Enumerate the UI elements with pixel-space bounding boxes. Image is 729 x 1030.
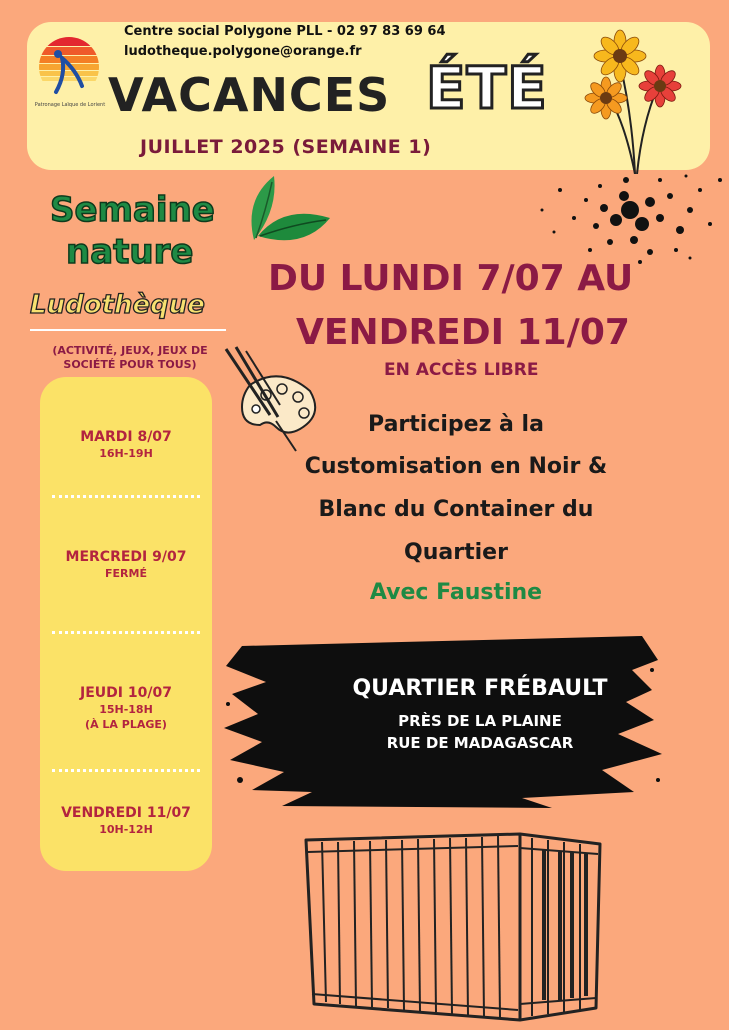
schedule-item (40, 685, 212, 731)
logo-caption: Patronage Laïque de Lorient (34, 102, 106, 108)
shipping-container-icon (300, 828, 620, 1023)
date-range-line-1: DU LUNDI 7/07 AU (268, 258, 634, 299)
ludotheque-underline (30, 329, 226, 331)
schedule-divider (52, 495, 200, 498)
ludotheque-subtitle-2: SOCIÉTÉ POUR TOUS) (63, 358, 197, 371)
access-note: EN ACCÈS LIBRE (384, 360, 539, 380)
paint-palette-icon (220, 345, 330, 455)
schedule-panel (40, 377, 212, 871)
schedule-item (40, 805, 212, 836)
schedule-day: JEUDI 10/07 (80, 685, 172, 701)
activity-line-1: Participez à la (368, 412, 544, 437)
schedule-hours: FERMÉ (105, 567, 147, 580)
schedule-note: (À LA PLAGE) (85, 718, 167, 731)
schedule-day: MERCREDI 9/07 (65, 549, 187, 565)
ink-splatter-icon (530, 160, 729, 270)
title-ete: ÉTÉ (426, 54, 548, 122)
activity-line-2: Customisation en Noir & (304, 454, 608, 479)
period-subtitle: JUILLET 2025 (SEMAINE 1) (140, 136, 432, 158)
schedule-divider (52, 631, 200, 634)
organization-logo-icon (36, 34, 102, 104)
theme-line-2: nature (66, 232, 194, 272)
contact-email: ludotheque.polygone@orange.fr (124, 44, 362, 59)
theme-line-1: Semaine (50, 190, 215, 230)
schedule-hours: 15H-18H (99, 703, 153, 716)
flowers-icon (580, 24, 690, 174)
schedule-divider (52, 769, 200, 772)
schedule-item (40, 549, 212, 580)
activity-line-4: Quartier (404, 540, 508, 565)
location-line-1: PRÈS DE LA PLAINE (398, 712, 562, 730)
contact-phone: Centre social Polygone PLL - 02 97 83 69 64 (124, 24, 446, 39)
schedule-day: VENDREDI 11/07 (61, 805, 191, 821)
schedule-hours: 16H-19H (99, 447, 153, 460)
activity-host: Avec Faustine (369, 580, 543, 605)
ludotheque-subtitle-1: (ACTIVITÉ, JEUX, JEUX DE (52, 344, 208, 357)
activity-line-3: Blanc du Container du (318, 497, 594, 522)
location-title: QUARTIER FRÉBAULT (352, 676, 608, 701)
date-range-line-2: VENDREDI 11/07 (296, 312, 630, 353)
schedule-item (40, 429, 212, 460)
ludotheque-title: Ludothèque (30, 290, 205, 320)
leaves-icon (244, 170, 334, 250)
location-line-2: RUE DE MADAGASCAR (386, 734, 574, 752)
schedule-hours: 10H-12H (99, 823, 153, 836)
title-vacances: VACANCES (108, 68, 391, 122)
schedule-day: MARDI 8/07 (80, 429, 172, 445)
